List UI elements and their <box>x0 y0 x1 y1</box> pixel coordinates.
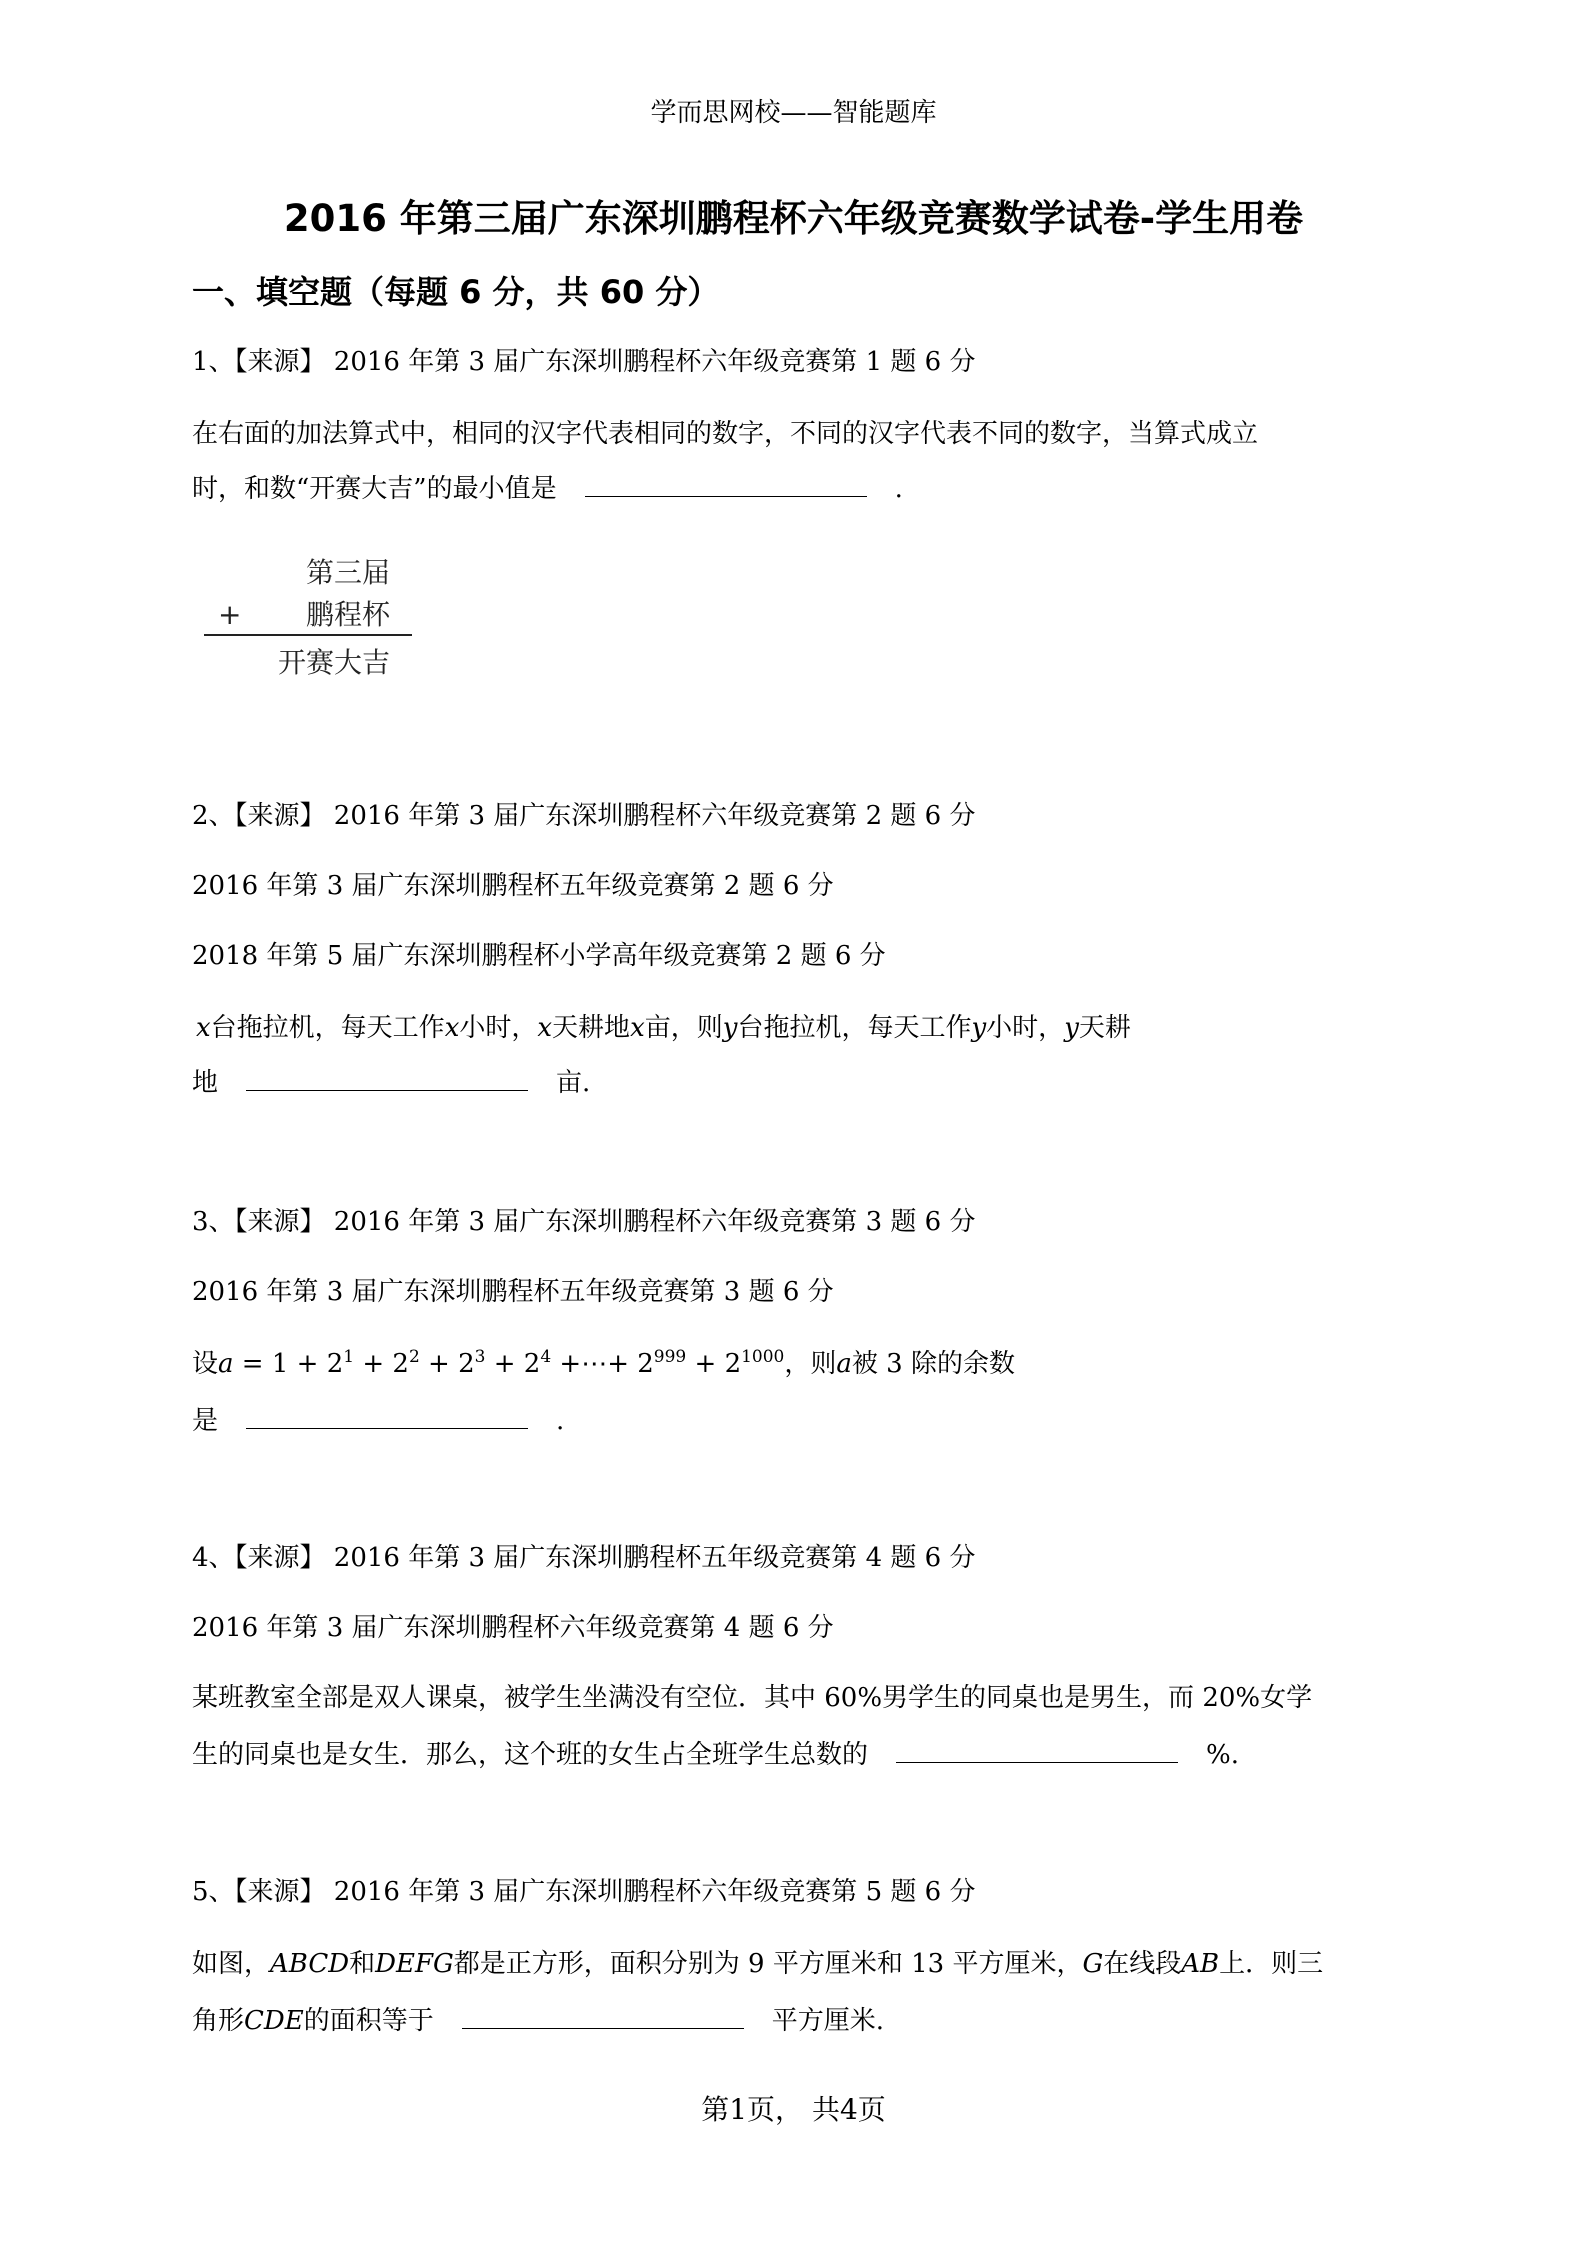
section-heading: 一、填空题（每题 6 分，共 60 分） <box>192 273 720 311</box>
q3-answer-blank[interactable] <box>246 1404 528 1429</box>
q3-expr: + 2 <box>485 1349 541 1379</box>
q4-text-line1: 某班教室全部是双人课桌，被学生坐满没有空位．其中 60%男学生的同桌也是男生，而 20%女学 <box>192 1683 1313 1713</box>
q3-text-line1 <box>192 1348 1015 1380</box>
q5-text: 角形 <box>192 2006 245 2036</box>
q2-text-line2 <box>192 1066 590 1099</box>
q5-text-line2 <box>192 2004 884 2037</box>
q5-var: AB <box>1181 1949 1220 1979</box>
q2-var: y <box>722 1013 738 1043</box>
q1-text-line2 <box>192 472 903 505</box>
q4-text-line2 <box>192 1738 1239 1771</box>
q5-text-post: 平方厘米. <box>771 2006 885 2036</box>
q3-exponent: 2 <box>408 1347 420 1367</box>
q2-text: 天耕地 <box>552 1013 631 1043</box>
q3-exponent: 999 <box>653 1347 687 1367</box>
q2-text: 小时， <box>986 1013 1065 1043</box>
q2-var: y <box>1064 1013 1079 1043</box>
q4-answer-blank[interactable] <box>896 1738 1178 1763</box>
q5-text: 的面积等于 <box>303 2006 434 2036</box>
q1-text-post: . <box>894 474 903 504</box>
q3-source-2: 2016 年第 3 届广东深圳鹏程杯五年级竞赛第 3 题 6 分 <box>192 1277 834 1307</box>
q2-var: x <box>444 1013 460 1043</box>
q1-text-pre: 时，和数“开赛大吉”的最小值是 <box>192 474 557 504</box>
q5-text: 都是正方形，面积分别为 9 平方厘米和 13 平方厘米， <box>453 1949 1083 1979</box>
q2-source-3: 2018 年第 5 届广东深圳鹏程杯小学高年级竞赛第 2 题 6 分 <box>192 941 886 971</box>
q2-text-pre: 地 <box>192 1068 219 1098</box>
q1-figure-sum-line <box>204 634 412 636</box>
q1-text-line1: 在右面的加法算式中，相同的汉字代表相同的数字，不同的汉字代表不同的数字，当算式成立 <box>192 419 1259 449</box>
q4-text-pre: 生的同桌也是女生．那么，这个班的女生占全班学生总数的 <box>192 1740 869 1770</box>
q5-text: 和 <box>349 1949 376 1979</box>
q3-exponent: 1 <box>343 1347 355 1367</box>
q2-source-2: 2016 年第 3 届广东深圳鹏程杯五年级竞赛第 2 题 6 分 <box>192 871 834 901</box>
q3-expr: + 2 <box>354 1349 409 1379</box>
q5-var: DEFG <box>375 1949 454 1979</box>
q1-figure-result: 开赛大吉 <box>278 646 391 679</box>
q3-text-line2 <box>192 1404 564 1437</box>
q4-source-2: 2016 年第 3 届广东深圳鹏程杯六年级竞赛第 4 题 6 分 <box>192 1613 834 1643</box>
q3-var: a <box>218 1349 234 1379</box>
q2-var: x <box>630 1013 645 1043</box>
q3-exponent: 4 <box>540 1347 552 1367</box>
q3-text: 设 <box>192 1349 219 1379</box>
q3-source: 3、【来源】 2016 年第 3 届广东深圳鹏程杯六年级竞赛第 3 题 6 分 <box>192 1207 976 1237</box>
q2-var: y <box>971 1013 987 1043</box>
q2-text-line1 <box>196 1012 1131 1044</box>
q2-answer-blank[interactable] <box>246 1066 528 1091</box>
q2-text-post: 亩. <box>556 1068 591 1098</box>
q4-source: 4、【来源】 2016 年第 3 届广东深圳鹏程杯五年级竞赛第 4 题 6 分 <box>192 1543 976 1573</box>
q5-answer-blank[interactable] <box>462 2004 744 2029</box>
q5-var: ABCD <box>270 1949 350 1979</box>
q5-text: 上．则三 <box>1219 1949 1324 1979</box>
q3-exponent: 1000 <box>741 1347 785 1367</box>
q3-text: ，则 <box>784 1349 837 1379</box>
q3-expr: = 1 + 2 <box>233 1349 344 1379</box>
q3-text: 被 3 除的余数 <box>851 1349 1015 1379</box>
q1-source: 1、【来源】 2016 年第 3 届广东深圳鹏程杯六年级竞赛第 1 题 6 分 <box>192 347 976 377</box>
q2-source: 2、【来源】 2016 年第 3 届广东深圳鹏程杯六年级竞赛第 2 题 6 分 <box>192 801 976 831</box>
q3-exponent: 3 <box>474 1347 486 1367</box>
q1-figure-row1: 第三届 <box>306 556 391 589</box>
q3-expr: + 2 <box>686 1349 742 1379</box>
q3-text-pre: 是 <box>192 1406 219 1436</box>
q3-expr: + 2 <box>419 1349 475 1379</box>
q1-figure-row2: 鹏程杯 <box>306 598 391 631</box>
q5-var: CDE <box>244 2006 304 2036</box>
q5-text: 在线段 <box>1103 1949 1182 1979</box>
q2-var: x <box>196 1013 211 1043</box>
q1-answer-blank[interactable] <box>585 472 867 497</box>
q4-text-post: %. <box>1206 1740 1239 1770</box>
q2-text: 台拖拉机，每天工作 <box>210 1013 445 1043</box>
q2-text: 天耕 <box>1078 1013 1131 1043</box>
q5-source: 5、【来源】 2016 年第 3 届广东深圳鹏程杯六年级竞赛第 5 题 6 分 <box>192 1877 976 1907</box>
q5-text-line1 <box>192 1948 1323 1980</box>
q3-expr: +⋯+ 2 <box>551 1349 654 1379</box>
q2-text: 台拖拉机，每天工作 <box>737 1013 972 1043</box>
q2-text: 亩，则 <box>644 1013 723 1043</box>
exam-title: 2016 年第三届广东深圳鹏程杯六年级竞赛数学试卷-学生用卷 <box>283 197 1304 240</box>
page-footer: 第1页， 共4页 <box>701 2093 886 2126</box>
q5-var: G <box>1082 1949 1104 1979</box>
q2-text: 小时， <box>459 1013 538 1043</box>
page-header: 学而思网校——智能题库 <box>650 98 937 128</box>
q3-var: a <box>836 1349 852 1379</box>
q5-text: 如图， <box>192 1949 271 1979</box>
q3-text-post: . <box>556 1406 565 1436</box>
q1-figure-plus: + <box>218 598 242 631</box>
q2-var: x <box>537 1013 553 1043</box>
